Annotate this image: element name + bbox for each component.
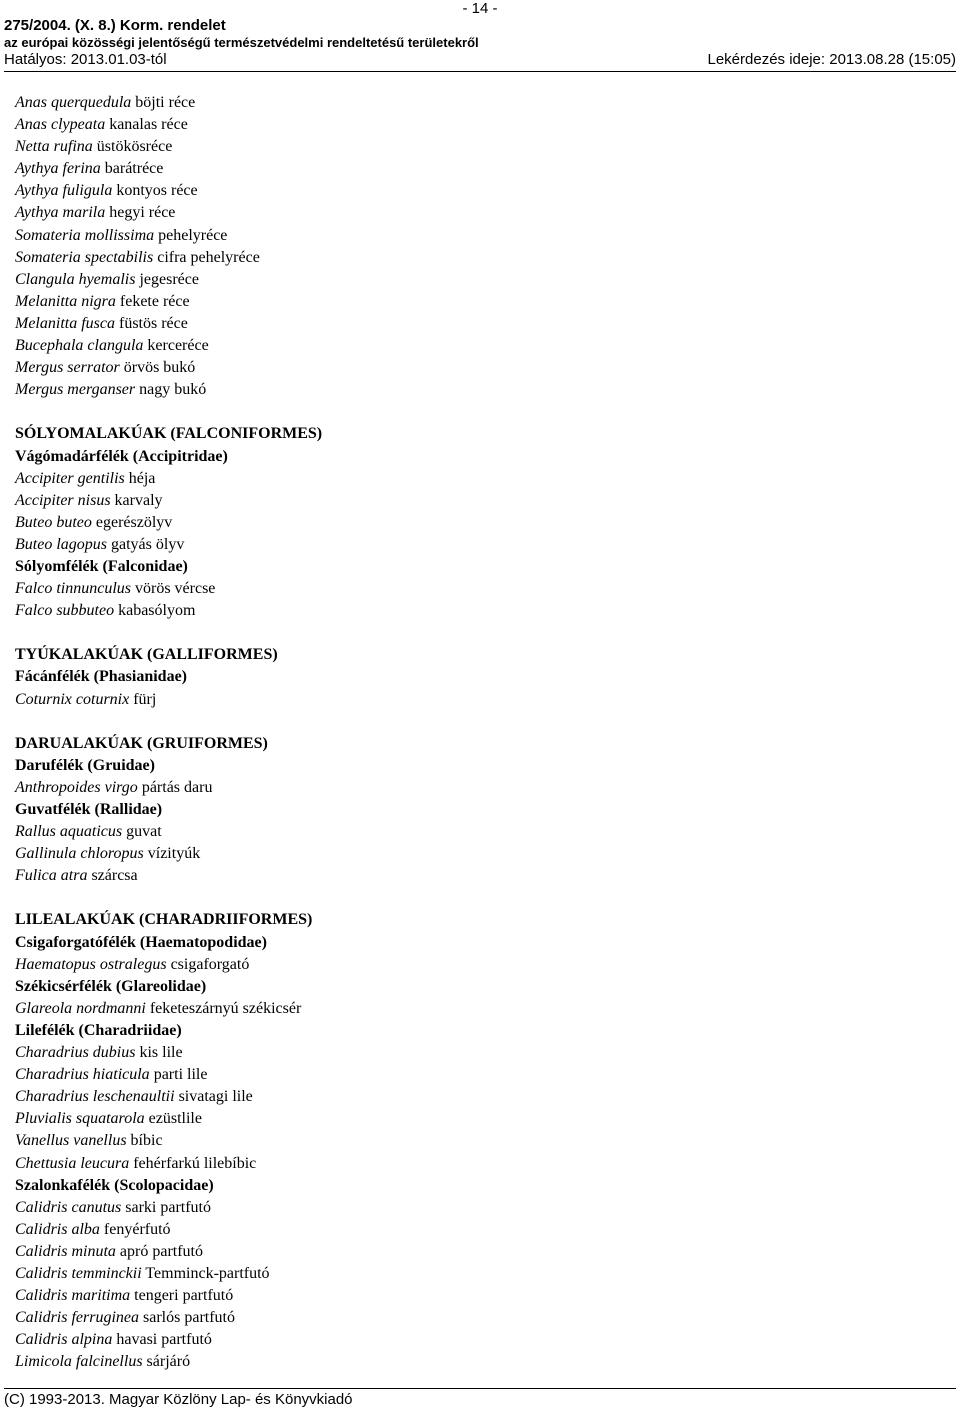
latin-name: Limicola falcinellus [15,1353,143,1371]
latin-name: Aythya ferina [15,160,101,178]
latin-name: Mergus serrator [15,359,120,377]
latin-name: Somateria mollissima [15,226,155,244]
taxon-heading: DARUALAKÚAK (GRUIFORMES) [15,734,268,752]
latin-name: Bucephala clangula [15,337,144,355]
effective-date: Hatályos: 2013.01.03-tól [4,51,167,68]
common-name: bíbic [130,1132,163,1150]
species-entry [15,512,945,534]
latin-name: Glareola nordmanni [15,999,146,1017]
taxon-heading: SÓLYOMALAKÚAK (FALCONIFORMES) [15,425,323,443]
common-name: füstös réce [118,314,188,332]
common-name: csigaforgató [170,955,250,973]
common-name: jegesréce [139,270,199,288]
species-entry [15,136,945,158]
latin-name: Aythya marila [15,204,106,222]
species-entry [15,534,945,556]
species-entry [15,954,945,976]
common-name: kercerécе [147,337,209,355]
common-name: sárjáró [146,1353,191,1371]
document-header [4,16,956,72]
latin-name: Melanitta fusca [15,314,115,332]
species-entry [15,269,945,291]
common-name: kabasólyom [118,602,196,620]
common-name: cifra pehelyréce [157,248,260,266]
species-entry [15,92,945,114]
latin-name: Charadrius leschenaultii [15,1088,175,1106]
common-name: gatyás ölyv [111,535,185,553]
latin-name: Buteo buteo [15,513,92,531]
species-entry [15,1351,945,1373]
species-entry [15,843,945,865]
species-entry [15,313,945,335]
species-entry [15,578,945,600]
species-entry [15,1197,945,1219]
taxon-heading: Fácánfélék (Phasianidae) [15,668,187,686]
common-name: kontyos réce [116,182,198,200]
latin-name: Fulica atra [15,867,88,885]
taxon-heading: Szalonkafélék (Scolopacidae) [15,1176,214,1194]
query-time: Lekérdezés ideje: 2013.08.28 (15:05) [707,51,956,68]
page-number: - 14 - [462,0,498,17]
taxon-heading: LILEALAKÚAK (CHARADRIIFORMES) [15,911,313,929]
section-gap [15,622,945,644]
taxon-heading: Sólyomfélék (Falconidae) [15,557,188,575]
document-footer [4,1388,956,1408]
latin-name: Netta rufina [15,138,93,156]
common-name: feketeszárnyú székicsér [149,999,302,1017]
species-entry [15,1219,945,1241]
common-name: pehelyréce [158,226,228,244]
common-name: guvat [126,823,162,841]
species-list [15,92,945,1373]
latin-name: Falco tinnunculus [15,580,131,598]
common-name: szárcsa [91,867,138,885]
document-title: 275/2004. (X. 8.) Korm. rendelet [4,17,226,34]
taxon-heading: Székicsérfélék (Glareolidae) [15,977,207,995]
common-name: hegyi réce [109,204,176,222]
species-entry [15,1042,945,1064]
latin-name: Haematopus ostralegus [15,955,167,973]
latin-name: Chettusia leucura [15,1154,130,1172]
latin-name: Anas querquedula [15,94,132,111]
latin-name: Calidris alpina [15,1331,113,1349]
common-name: sivatagi lile [178,1088,253,1106]
latin-name: Aythya fuligula [15,182,113,200]
taxon-heading: Guvatfélék (Rallidae) [15,801,163,818]
common-name: üstökösréce [96,138,173,156]
species-entry [15,865,945,887]
common-name: barátréce [104,160,164,178]
document-subtitle: az európai közösségi jelentőségű természetvédelmi rendeltetésű területekről [4,35,479,50]
common-name: havasi partfutó [116,1331,212,1349]
common-name: héja [128,469,156,487]
common-name: vízityúk [147,845,201,863]
common-name: karvaly [114,491,163,509]
latin-name: Charadrius dubius [15,1044,136,1062]
copyright-notice: (C) 1993-2013. Magyar Közlöny Lap- és Könyvkiadó [4,1391,353,1408]
species-entry [15,689,945,711]
species-entry [15,1153,945,1175]
common-name: apró partfutó [119,1242,203,1260]
common-name: tengeri partfutó [134,1287,234,1305]
species-entry [15,1241,945,1263]
latin-name: Anas clypeata [15,116,106,134]
latin-name: Calidris alba [15,1220,100,1238]
latin-name: Vanellus vanellus [15,1132,127,1150]
species-entry [15,998,945,1020]
common-name: fürj [133,690,157,708]
species-entry [15,335,945,357]
common-name: parti lile [153,1066,208,1084]
section-gap [15,887,945,909]
species-entry [15,202,945,224]
latin-name: Falco subbuteo [15,602,115,620]
latin-name: Melanitta nigra [15,292,116,310]
latin-name: Charadrius hiaticula [15,1066,150,1084]
species-entry [15,1086,945,1108]
latin-name: Rallus aquaticus [15,823,123,841]
latin-name: Calidris ferruginea [15,1309,140,1327]
species-entry [15,1285,945,1307]
latin-name: Clangula hyemalis [15,270,136,288]
common-name: fenyérfutó [103,1220,171,1238]
taxon-heading: Csigaforgatófélék (Haematopodidae) [15,933,267,951]
species-entry [15,1108,945,1130]
section-gap [15,401,945,423]
latin-name: Buteo lagopus [15,535,107,553]
common-name: pártás daru [141,778,213,796]
latin-name: Accipiter nisus [15,491,111,509]
common-name: ezüstlile [148,1110,202,1128]
taxon-heading: Lilefélék (Charadriidae) [15,1021,182,1039]
common-name: örvös bukó [123,359,196,377]
latin-name: Calidris maritima [15,1287,131,1305]
latin-name: Mergus merganser [15,381,136,399]
species-entry [15,1263,945,1285]
common-name: nagy bukó [139,381,207,399]
common-name: sarlós partfutó [143,1309,235,1327]
species-entry [15,490,945,512]
latin-name: Gallinula chloropus [15,845,144,863]
species-entry [15,291,945,313]
latin-name: Calidris temminckii [15,1264,142,1282]
species-entry [15,247,945,269]
latin-name: Coturnix coturnix [15,690,130,708]
species-entry [15,1329,945,1351]
section-gap [15,711,945,733]
species-entry [15,357,945,379]
common-name: kanalas réce [109,116,188,134]
common-name: egerészölyv [95,513,173,531]
common-name: böjti réce [135,94,196,111]
species-entry [15,114,945,136]
species-entry [15,158,945,180]
latin-name: Accipiter gentilis [15,469,125,487]
species-entry [15,1130,945,1152]
latin-name: Calidris minuta [15,1242,116,1260]
species-entry [15,777,945,799]
common-name: sarki partfutó [125,1198,211,1216]
common-name: Temminck-partfutó [145,1264,270,1282]
species-entry [15,180,945,202]
species-entry [15,1064,945,1086]
taxon-heading: Darufélék (Gruidae) [15,756,155,774]
species-entry [15,1307,945,1329]
latin-name: Somateria spectabilis [15,248,154,266]
latin-name: Calidris canutus [15,1198,122,1216]
common-name: fekete réce [119,292,190,310]
header-meta-row [4,51,956,72]
species-entry [15,379,945,401]
species-entry [15,225,945,247]
species-entry [15,468,945,490]
taxon-heading: Vágómadárfélék (Accipitridae) [15,447,228,465]
common-name: vörös vércse [134,580,216,598]
latin-name: Anthropoides virgo [15,778,138,796]
latin-name: Pluvialis squatarola [15,1110,145,1128]
taxon-heading: TYÚKALAKÚAK (GALLIFORMES) [15,646,278,664]
species-entry [15,600,945,622]
common-name: kis lile [139,1044,183,1062]
species-entry [15,821,945,843]
common-name: fehérfarkú lilebíbic [133,1154,257,1172]
